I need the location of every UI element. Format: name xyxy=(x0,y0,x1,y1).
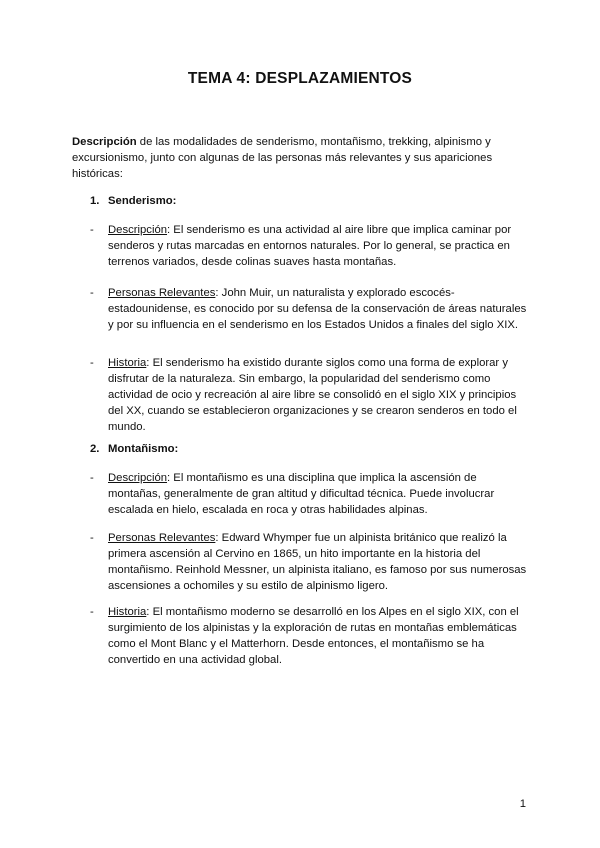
section-title: Montañismo: xyxy=(108,443,179,455)
bullet-dash: - xyxy=(90,357,94,369)
list-item xyxy=(90,355,530,435)
list-item xyxy=(90,530,530,594)
item-label: Descripción xyxy=(108,224,168,236)
item-text: : El senderismo es una actividad al aire libre que implica caminar por senderos y rutas marcadas en entornos naturales. Por lo general, se practica en terrenos variados, desde colinas suaves hasta montañas. xyxy=(108,224,512,268)
bullet-dash: - xyxy=(90,606,94,618)
intro-text: de las modalidades de senderismo, montañismo, trekking, alpinismo y excursionismo, junto con algunas de las personas más relevantes y sus apariciones históricas: xyxy=(72,136,493,180)
bullet-dash: - xyxy=(90,224,94,236)
page-title: TEMA 4: DESPLAZAMIENTOS xyxy=(187,70,413,87)
section-heading-senderismo xyxy=(90,195,176,207)
item-text: : El montañismo es una disciplina que implica la ascensión de montañas, generalmente de gran altitud y dificultad técnica. Puede involucrar escalada en hielo, escalada en roca y otras habilidades alpinas. xyxy=(108,472,495,516)
item-label: Historia xyxy=(108,606,147,618)
item-label: Historia xyxy=(108,357,147,369)
list-item xyxy=(90,604,530,668)
item-text: : Edward Whymper fue un alpinista británico que realizó la primera ascensión al Cervino en 1865, un hito importante en la historia del montañismo. Reinhold Messner, un alpinista italiano, es famoso por sus numerosas ascensiones a ochomiles y su estilo de alpinismo ligero. xyxy=(108,532,527,592)
intro-label: Descripción xyxy=(72,136,137,148)
item-label: Descripción xyxy=(108,472,168,484)
intro-paragraph xyxy=(72,134,528,182)
list-item xyxy=(90,285,530,333)
section-heading-montanismo xyxy=(90,443,178,455)
page-number: 1 xyxy=(519,798,526,810)
item-text: : John Muir, un naturalista y explorado escocés-estadounidense, es conocido por su defensa de la conservación de áreas naturales y por su influencia en el senderismo en los Estados Unidos a finales del siglo XIX. xyxy=(108,287,527,331)
item-label: Personas Relevantes xyxy=(108,532,216,544)
item-text: : El montañismo moderno se desarrolló en los Alpes en el siglo XIX, con el surgimiento de los alpinistas y la exploración de rutas en montañas emblemáticas como el Mont Blanc y el Matterhorn. Desde entonces, el montañismo se ha convertido en una actividad global. xyxy=(108,606,519,666)
section-number: 2. xyxy=(90,443,100,455)
bullet-dash: - xyxy=(90,532,94,544)
section-title: Senderismo: xyxy=(108,195,177,207)
list-item xyxy=(90,222,530,270)
list-item xyxy=(90,470,530,518)
section-number: 1. xyxy=(90,195,100,207)
item-label: Personas Relevantes xyxy=(108,287,216,299)
bullet-dash: - xyxy=(90,287,94,299)
bullet-dash: - xyxy=(90,472,94,484)
item-text: : El senderismo ha existido durante siglos como una forma de explorar y disfrutar de la naturaleza. Sin embargo, la popularidad del senderismo como actividad de ocio y recreación al aire libre se consolidó en el siglo XIX y principios del XX, cuando se establecieron organizaciones y se crearon senderos en todo el mundo. xyxy=(108,357,517,433)
